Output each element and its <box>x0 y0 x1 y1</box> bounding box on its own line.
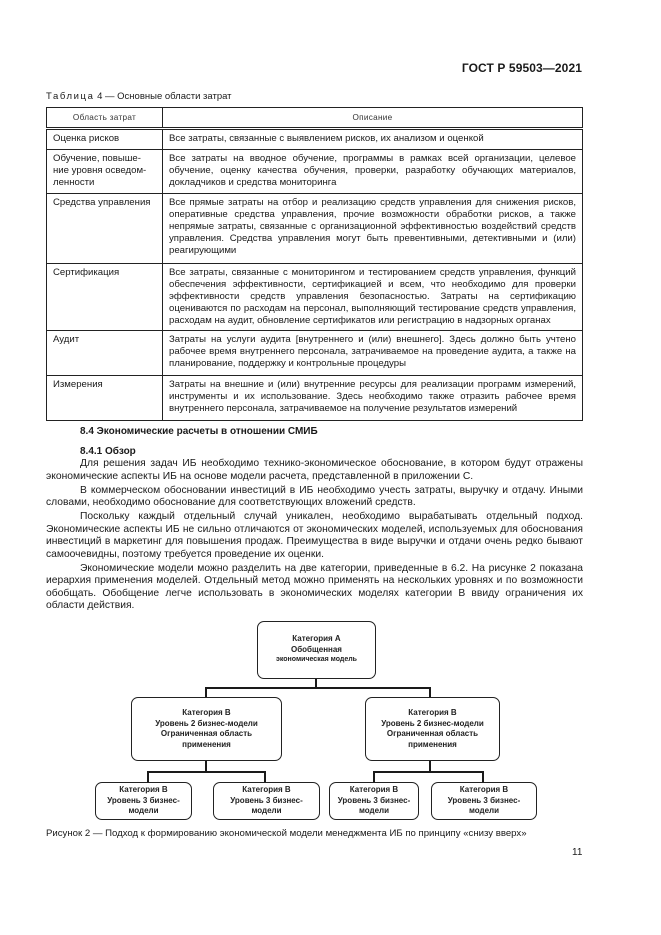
box-line: модели <box>128 806 159 816</box>
box-line: Категория В <box>408 708 457 717</box>
description-cell: Все затраты на вводное обучение, программы в рамках всей организации, целевое обучение, оценку качества обучения, проверки, разработку обучающих материалов, докладчиков и средства мониторинга <box>163 150 583 194</box>
category-b-level3-box-2 <box>213 782 320 820</box>
table-row <box>47 194 583 264</box>
box-line: модели <box>358 806 390 816</box>
section-heading: 8.4 Экономические расчеты в отношении СМИБ <box>80 426 318 437</box>
table-title-prefix: Таблица <box>46 91 95 102</box>
box-line: Категория А <box>292 634 341 644</box>
page-number: 11 <box>572 847 583 858</box>
box-line: Уровень 3 бизнес- <box>337 795 411 805</box>
box-line: Уровень 3 бизнес- <box>230 795 303 805</box>
box-line: экономическая модель <box>276 656 357 664</box>
column-header-area: Область затрат <box>47 108 163 129</box>
table-row <box>47 129 583 150</box>
box-line: Обобщенная <box>291 644 342 654</box>
box-line: Категория В <box>182 708 231 717</box>
cost-area-cell: Обучение, повыше- ние уровня осведом- ленности <box>47 150 163 194</box>
description-cell: Затраты на услуги аудита [внутреннего и (или) внешнего]. Здесь должно быть учтено рабочее время внутреннего персонала, затрачиваемое на проведение аудита, а также на планирование, поддержку и контрольные процедуры <box>163 331 583 376</box>
box-line: Категория В <box>459 785 509 795</box>
cost-areas-table <box>46 107 583 421</box>
figure-caption: Рисунок 2 — Подход к формированию экономической модели менеджмента ИБ по принципу «снизу вверх» <box>46 828 527 839</box>
box-line: Категория В <box>349 785 399 795</box>
box-line: применения <box>408 739 457 749</box>
paragraph: Экономические модели можно разделить на две категории, приведенные в 6.2. На рисунке 2 показана иерархия применения моделей. Отдельный метод можно применять на нескольких уровнях и по возможности обобщать. Обобщение легче использовать в экономических моделях категории В ввиду ограничения их области действия. <box>46 562 583 611</box>
description-cell: Все затраты, связанные с мониторингом и тестированием средств управления, функций обеспечения эффективности, сертификацией и всем, что необходимо для проверки эффективности средств управления безопасностью. Затраты на сертификацию оцениваются по расходам на персонал, выполняющий тестирование средств управления, расходам на аудит, обновление сертификатов или регистрацию в надзорных органах <box>163 264 583 331</box>
box-line: Уровень 3 бизнес- <box>107 795 180 805</box>
box-line: модели <box>251 806 282 816</box>
cost-area-cell: Измерения <box>47 376 163 421</box>
box-line: Уровень 2 бизнес-модели <box>381 718 484 728</box>
cost-area-cell: Сертификация <box>47 264 163 331</box>
box-line: Ограниченная область <box>386 729 479 738</box>
description-cell: Все затраты, связанные с выявлением рисков, их анализом и оценкой <box>163 129 583 150</box>
table-row <box>47 376 583 421</box>
box-line: Ограниченная область <box>160 729 253 738</box>
table-row <box>47 150 583 194</box>
paragraph: Для решения задач ИБ необходимо технико-экономическое обоснование, в котором будут отражены экономические аспекты ИБ на основе модели расчета, представленной в приложении С. <box>46 458 583 482</box>
description-cell: Затраты на внешние и (или) внутренние ресурсы для реализации программ измерений, инструменты и их использование. Здесь необходимо также отразить рабочее время внутреннего персонала, затрачиваемое на получение результатов измерений <box>163 376 583 421</box>
cost-area-cell: Средства управления <box>47 194 163 264</box>
box-line: Категория В <box>119 785 168 795</box>
cost-area-cell: Оценка рисков <box>47 129 163 150</box>
category-b-level2-box-right <box>365 697 500 761</box>
column-header-description: Описание <box>163 108 583 129</box>
paragraph: В коммерческом обосновании инвестиций в ИБ необходимо учесть затраты, выручку и отдачу. Иными словами, необходимо обоснование для соответствующих вложений средств. <box>46 484 583 508</box>
box-line: модели <box>468 806 500 816</box>
box-line: применения <box>182 739 231 749</box>
category-a-box <box>257 621 376 679</box>
table-row <box>47 264 583 331</box>
category-b-level3-box-1 <box>95 782 192 820</box>
document-code: ГОСТ Р 59503—2021 <box>461 61 582 75</box>
subsection-heading: 8.4.1 Обзор <box>80 446 136 457</box>
cost-area-cell: Аудит <box>47 331 163 376</box>
paragraph: Поскольку каждый отдельный случай уникален, необходимо вырабатывать отдельный подход. Экономические аспекты ИБ не сильно отличаются от экономических моделей, используемых для обоснования инвестиций в маркетинг для повышения продаж. Преимущества в виде выручки и отдачи очень редко бывают самоочевидны, поэтому требуется проведение их оценки. <box>46 511 583 560</box>
table-row <box>47 331 583 376</box>
box-line: Категория В <box>242 785 291 795</box>
category-b-level3-box-4 <box>431 782 537 820</box>
table-title-text: 4 — Основные области затрат <box>94 91 232 102</box>
description-cell: Все прямые затраты на отбор и реализацию средств управления для снижения рисков, оперативные средства управления, прочие возможности обработки рисков, а также непрямые затраты, связанные с организационной эффективностью воздействий средств управления. Средства управления могут быть превентивными, детективными и (или) реагирующими <box>163 194 583 264</box>
table-title <box>46 91 232 102</box>
section-body <box>46 458 583 614</box>
table-header-row <box>47 108 583 129</box>
category-b-level3-box-3 <box>329 782 419 820</box>
category-b-level2-box-left <box>131 697 282 761</box>
box-line: Уровень 2 бизнес-модели <box>155 718 258 728</box>
box-line: Уровень 3 бизнес- <box>447 795 521 805</box>
